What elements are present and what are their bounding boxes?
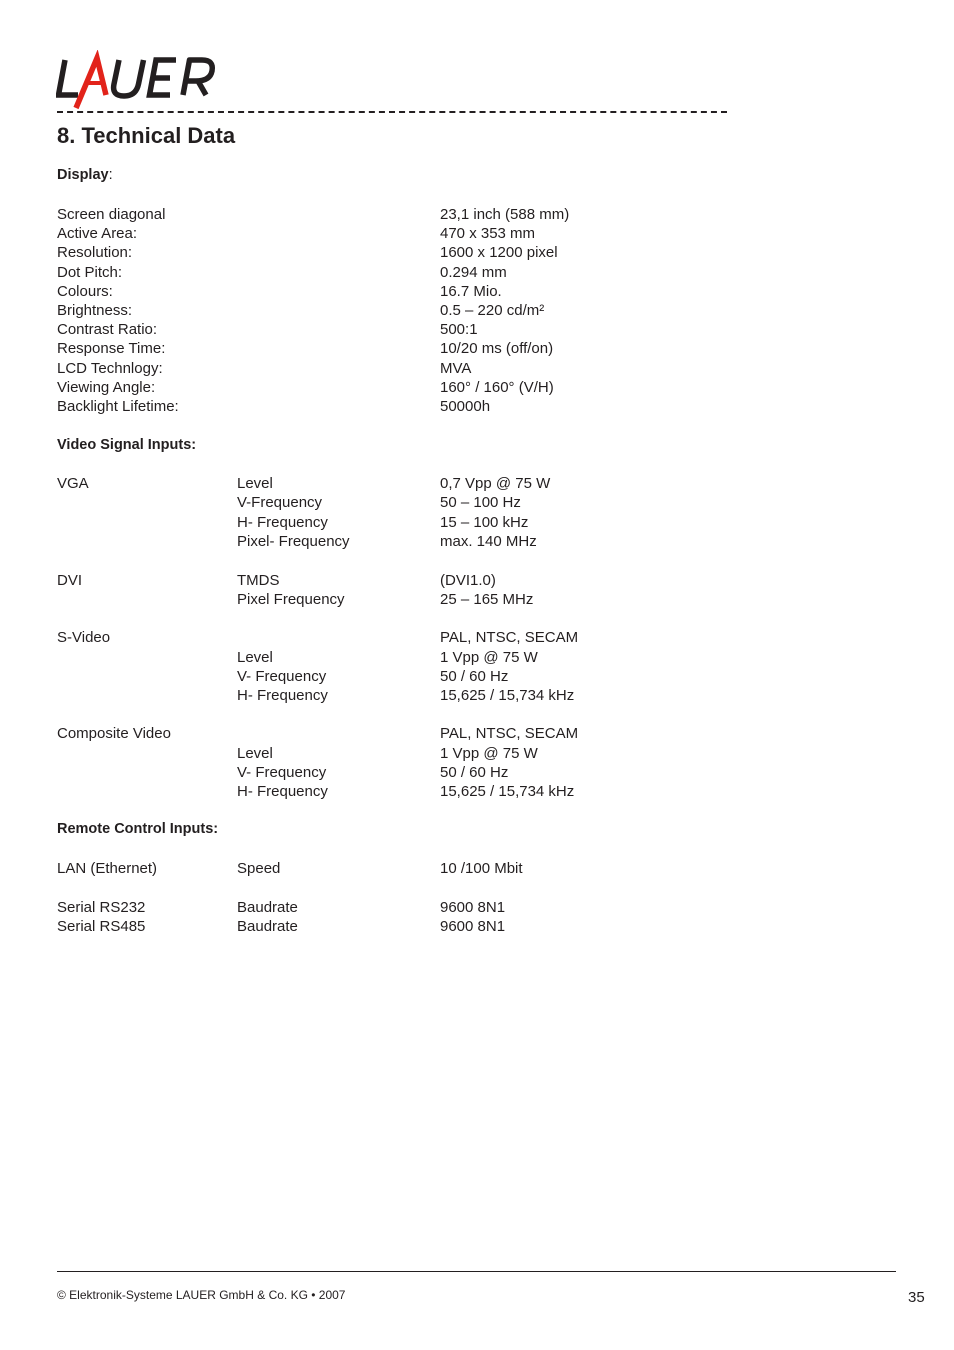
input-param: Level (237, 475, 273, 492)
video-row (0, 474, 954, 493)
input-value: PAL, NTSC, SECAM (440, 725, 579, 743)
input-value: 15 – 100 kHz (440, 513, 529, 531)
display-row (0, 243, 954, 262)
input-param: V- Frequency (237, 668, 327, 685)
display-row (0, 263, 954, 282)
display-row (0, 359, 954, 378)
video-row (0, 744, 954, 763)
input-value: 15,625 / 15,734 kHz (440, 687, 575, 705)
input-name: S-Video (57, 629, 111, 647)
video-inputs-heading: Video Signal Inputs: (57, 437, 197, 453)
input-param: Pixel Frequency (237, 590, 345, 608)
input-value: 0,7 Vpp @ 75 W (440, 475, 551, 492)
input-value: 9600 8N1 (440, 917, 506, 935)
input-name: Composite Video (57, 725, 171, 743)
display-heading-text: Display (57, 167, 109, 183)
page-title: 8. Technical Data (57, 123, 236, 148)
footer-rule (57, 1271, 896, 1272)
video-row (0, 667, 954, 686)
spec-label: Backlight Lifetime: (57, 398, 179, 415)
video-row (0, 648, 954, 667)
spec-label: Active Area: (57, 225, 138, 243)
input-param: Level (237, 648, 273, 666)
display-row (0, 378, 954, 397)
video-row (0, 724, 954, 743)
spec-value: 1600 x 1200 pixel (440, 244, 558, 262)
input-value: 15,625 / 15,734 kHz (440, 783, 575, 801)
spec-label: Screen diagonal (57, 206, 166, 223)
spec-value: 500:1 (440, 321, 478, 339)
input-name: Serial RS485 (57, 917, 146, 935)
input-param: Speed (237, 860, 281, 877)
input-value: 25 – 165 MHz (440, 590, 534, 608)
input-param: H- Frequency (237, 687, 328, 705)
spec-label: LCD Technlogy: (57, 359, 163, 377)
input-name: LAN (Ethernet) (57, 860, 158, 877)
display-row (0, 205, 954, 224)
video-row (0, 782, 954, 801)
spec-label: Response Time: (57, 340, 166, 358)
spec-value: 470 x 353 mm (440, 225, 536, 243)
input-name: DVI (57, 571, 83, 589)
spec-value: 10/20 ms (off/on) (440, 340, 554, 358)
input-param: V- Frequency (237, 764, 327, 781)
display-row (0, 282, 954, 301)
video-row (0, 532, 954, 551)
footer-copyright: © Elektronik-Systeme LAUER GmbH & Co. KG • 2007 (57, 1288, 346, 1302)
spec-label: Viewing Angle: (57, 378, 156, 396)
spec-label: Contrast Ratio: (57, 321, 158, 339)
video-row (0, 628, 954, 647)
input-param: Pixel- Frequency (237, 532, 350, 550)
video-row (0, 686, 954, 705)
input-value: 50 – 100 Hz (440, 494, 521, 512)
spec-value: 0.5 – 220 cd/m² (440, 302, 545, 319)
input-param: Baudrate (237, 898, 298, 916)
input-value: 50 / 60 Hz (440, 764, 509, 781)
input-name: Serial RS232 (57, 898, 146, 916)
spec-value: 160° / 160° (V/H) (440, 378, 554, 396)
spec-value: 0.294 mm (440, 263, 507, 281)
video-row (0, 571, 954, 590)
spec-value: 16.7 Mio. (440, 282, 502, 300)
input-param: Baudrate (237, 917, 298, 935)
spec-value: 23,1 inch (588 mm) (440, 206, 570, 223)
lauer-logo (56, 50, 240, 112)
input-param: H- Frequency (237, 783, 328, 801)
display-heading-colon: : (108, 167, 113, 183)
header-dashed-rule (57, 111, 727, 113)
spec-label: Dot Pitch: (57, 263, 123, 281)
display-row (0, 224, 954, 243)
spec-label: Resolution: (57, 244, 133, 262)
input-param: V-Frequency (237, 494, 323, 512)
input-value: PAL, NTSC, SECAM (440, 629, 579, 647)
input-value: 9600 8N1 (440, 898, 506, 916)
display-heading (57, 166, 113, 185)
video-row (0, 590, 954, 609)
video-row (0, 513, 954, 532)
spec-label: Brightness: (57, 302, 133, 319)
input-value: max. 140 MHz (440, 532, 537, 550)
spec-value: 50000h (440, 398, 491, 415)
video-row (0, 493, 954, 512)
remote-row (0, 917, 954, 936)
remote-row (0, 859, 954, 878)
input-value: 10 /100 Mbit (440, 860, 523, 877)
input-param: H- Frequency (237, 513, 328, 531)
video-row (0, 763, 954, 782)
page-number: 35 (908, 1289, 925, 1306)
remote-inputs-heading: Remote Control Inputs: (57, 821, 219, 837)
input-value: 1 Vpp @ 75 W (440, 744, 538, 762)
remote-row (0, 898, 954, 917)
display-row (0, 320, 954, 339)
input-param: Level (237, 744, 273, 762)
input-param: TMDS (237, 571, 280, 589)
display-row (0, 339, 954, 358)
spec-label: Colours: (57, 282, 113, 300)
input-value: 50 / 60 Hz (440, 668, 509, 685)
input-name: VGA (57, 475, 89, 492)
display-row (0, 397, 954, 416)
spec-value: MVA (440, 359, 472, 377)
input-value: (DVI1.0) (440, 571, 496, 589)
input-value: 1 Vpp @ 75 W (440, 648, 538, 666)
display-row (0, 301, 954, 320)
